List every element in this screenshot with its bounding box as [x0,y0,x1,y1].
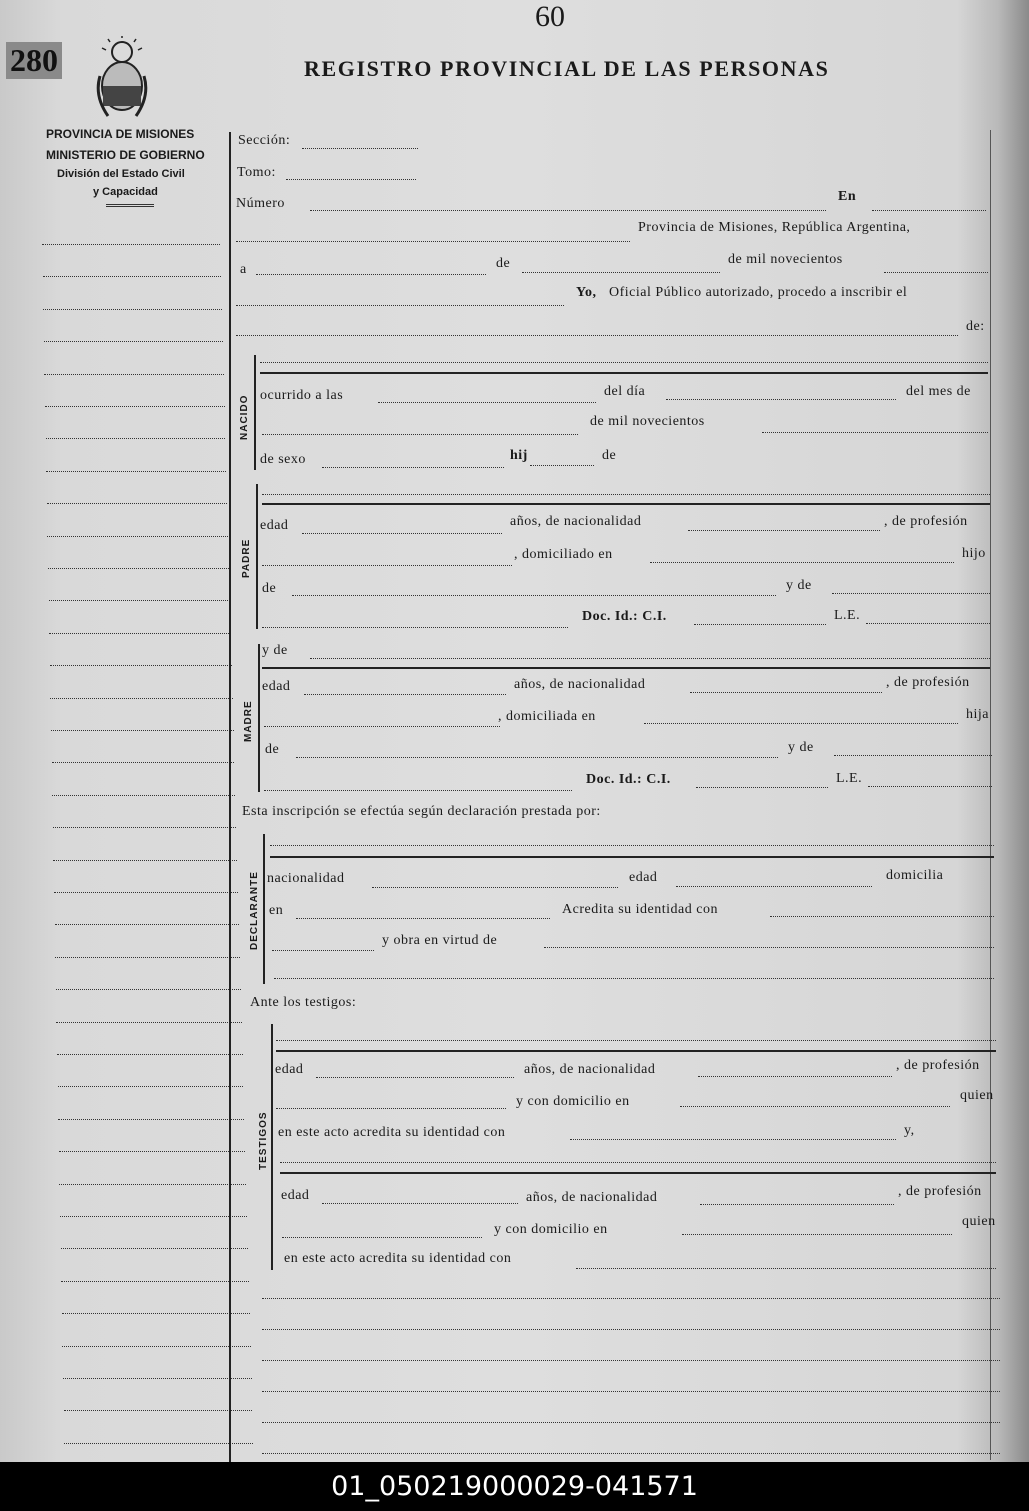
madre-ci-field[interactable] [696,787,828,788]
tag-declarante: DECLARANTE [249,871,260,950]
label-madre-de: de [265,742,280,757]
t2-domicilio-field[interactable] [682,1234,952,1235]
decl-identidad-field[interactable] [770,916,994,917]
observation-line[interactable] [262,1360,1000,1361]
margin-line[interactable] [64,1443,253,1444]
label-madre-yde: y de [788,740,814,755]
side-division: División del Estado Civil [57,168,185,180]
inscribir-field-2[interactable] [236,335,958,336]
inscripcion-text: Esta inscripción se efectúa según declaración prestada por: [242,804,601,819]
form-title: REGISTRO PROVINCIAL DE LAS PERSONAS [304,56,830,81]
decl-domicilio-field[interactable] [296,918,550,919]
t1-edad-field[interactable] [316,1077,514,1078]
label-madre-domiciliada: , domiciliada en [498,709,596,724]
madre-nombre-field[interactable] [310,658,990,659]
label-madre-hija: hija [966,707,989,722]
label-t2-acto: en este acto acredita su identidad con [284,1251,512,1266]
label-en: En [838,189,857,204]
margin-line[interactable] [59,1184,246,1185]
margin-line[interactable] [50,665,232,666]
numero-field[interactable] [310,210,826,211]
observation-line[interactable] [262,1422,1000,1423]
madre-le-field[interactable] [868,786,992,787]
en-field[interactable] [872,210,986,211]
margin-line[interactable] [61,1281,249,1282]
t2-edad-field[interactable] [322,1203,518,1204]
padre-le-field[interactable] [866,623,990,624]
label-nac-de: de [602,448,617,463]
margin-line[interactable] [44,341,223,342]
label-padre-profesion: , de profesión [884,514,968,529]
label-padre-yde: y de [786,578,812,593]
label-t2-anos: años, de nacionalidad [526,1190,658,1205]
label-sexo: de sexo [260,452,306,467]
margin-line[interactable] [61,1248,248,1249]
footer-id: 01_050219000029-041571 [0,1462,1029,1511]
margin-line[interactable] [63,1378,252,1379]
label-madre-anos: años, de nacionalidad [514,677,646,692]
margin-line[interactable] [51,730,234,731]
margin-line[interactable] [52,762,235,763]
side-province: PROVINCIA DE MISIONES [46,127,195,141]
madre-nacionalidad-field[interactable] [690,692,882,693]
margin-line[interactable] [52,795,235,796]
label-padre-hijo: hijo [962,546,986,561]
margin-line[interactable] [62,1313,250,1314]
label-madre-profesion: , de profesión [886,675,970,690]
label-de: de [496,256,511,271]
margin-line[interactable] [58,1086,244,1087]
testigo2-nombre-field[interactable] [280,1162,996,1163]
observation-line[interactable] [262,1298,1000,1299]
tag-padre: PADRE [241,538,252,578]
sexo-field[interactable] [322,467,504,468]
margin-line[interactable] [46,471,226,472]
label-decl-nacionalidad: nacionalidad [267,871,345,886]
label-t2-profesion: , de profesión [898,1184,982,1199]
anio-field[interactable] [884,272,988,273]
label-decl-en: en [269,903,284,918]
label-decl-obra: y obra en virtud de [382,933,498,948]
padre-profesion-field[interactable] [262,565,512,566]
decl-virtud-field[interactable] [544,947,994,948]
nac-anio-field[interactable] [762,432,988,433]
madre-abuelo-field[interactable] [296,757,778,758]
decl-nacionalidad-field[interactable] [372,887,618,888]
t2-nacionalidad-field[interactable] [700,1204,894,1205]
label-seccion: Sección: [238,133,291,148]
margin-line[interactable] [53,860,237,861]
margin-line[interactable] [58,1119,244,1120]
margin-line[interactable] [47,536,228,537]
label-madre-doc: Doc. Id.: C.I. [586,772,671,787]
t1-domicilio-field[interactable] [680,1106,950,1107]
padre-nacionalidad-field[interactable] [688,530,880,531]
padre-edad-field[interactable] [302,533,502,534]
side-capacidad: y Capacidad [93,186,158,198]
label-decl-domicilia: domicilia [886,868,944,883]
label-del-mes: del mes de [906,384,971,399]
padre-domicilio-field[interactable] [650,562,954,563]
label-madre-edad: edad [262,679,291,694]
label-padre-de: de [262,581,277,596]
label-madre-le: L.E. [836,771,863,786]
label-decl-edad: edad [629,870,658,885]
label-madre-yde-top: y de [262,643,288,658]
mes-field[interactable] [522,272,720,273]
margin-line[interactable] [62,1346,250,1347]
tag-testigos: TESTIGOS [258,1111,269,1170]
nac-mes-field[interactable] [262,434,578,435]
margin-line[interactable] [54,892,238,893]
t2-profesion-field[interactable] [282,1237,482,1238]
label-t2-quien: quien [962,1214,996,1229]
t1-nacionalidad-field[interactable] [698,1076,892,1077]
margin-line[interactable] [55,957,240,958]
lugar-field[interactable] [236,241,630,242]
padre-abuela-field[interactable] [832,593,990,594]
label-del-dia: del día [604,384,646,399]
margin-line[interactable] [44,374,223,375]
label-padre-le: L.E. [834,608,861,623]
observation-line[interactable] [262,1391,1000,1392]
tag-nacido: NACIDO [239,394,250,440]
madre-edad-field[interactable] [304,694,506,695]
nac-dia-field[interactable] [666,399,896,400]
t2-identidad-field[interactable] [576,1268,996,1269]
madre-abuela-field[interactable] [834,755,992,756]
margin-line[interactable] [56,1022,241,1023]
seccion-field[interactable] [302,148,418,149]
margin-line[interactable] [50,698,232,699]
dia-field[interactable] [256,274,486,275]
margin-line[interactable] [64,1410,253,1411]
label-provincia: Provincia de Misiones, República Argentina, [638,220,911,235]
label-de-colon: de: [966,319,985,334]
madre-domicilio-field[interactable] [644,723,958,724]
decl-edad-field[interactable] [676,886,872,887]
testigo1-nombre-field[interactable] [276,1040,996,1041]
madre-extra-field[interactable] [264,790,572,791]
tomo-field[interactable] [286,179,416,180]
label-a: a [240,262,247,277]
margin-line[interactable] [43,309,222,310]
label-t1-quien: quien [960,1088,994,1103]
coat-of-arms-icon [96,36,148,120]
madre-profesion-field[interactable] [264,726,500,727]
label-t1-y: y, [904,1123,915,1138]
margin-line[interactable] [48,568,229,569]
label-padre-domiciliado: , domiciliado en [514,547,613,562]
label-mil: de mil novecientos [728,252,843,267]
stamp-number: 280 [6,42,62,79]
margin-line[interactable] [53,827,236,828]
declarante-nombre-field[interactable] [270,845,994,846]
label-yo-rest: Oficial Público autorizado, procedo a inscribir el [609,285,908,300]
label-hij: hij [510,448,528,463]
padre-extra-field[interactable] [262,627,568,628]
label-t1-edad: edad [275,1062,304,1077]
label-numero: Número [236,196,285,211]
margin-line[interactable] [46,438,226,439]
margin-line[interactable] [47,503,227,504]
margin-line[interactable] [56,989,241,990]
decl-doc-field[interactable] [272,950,374,951]
padre-abuelo-field[interactable] [292,595,776,596]
ante-testigos: Ante los testigos: [250,995,357,1010]
label-padre-doc: Doc. Id.: C.I. [582,609,667,624]
label-t1-acto: en este acto acredita su identidad con [278,1125,506,1140]
margin-line[interactable] [49,600,230,601]
margin-line[interactable] [43,276,221,277]
label-decl-acredita: Acredita su identidad con [562,902,718,917]
side-ministry: MINISTERIO DE GOBIERNO [46,148,205,162]
label-t1-anos: años, de nacionalidad [524,1062,656,1077]
label-padre-edad: edad [260,518,289,533]
label-t2-edad: edad [281,1188,310,1203]
hora-field[interactable] [378,402,596,403]
margin-line[interactable] [45,406,225,407]
t1-identidad-field[interactable] [570,1139,896,1140]
label-nac-mil: de mil novecientos [590,414,705,429]
label-t2-domicilio: y con domicilio en [494,1222,608,1237]
label-t1-domicilio: y con domicilio en [516,1094,630,1109]
margin-line[interactable] [57,1054,243,1055]
margin-line[interactable] [42,244,220,245]
margin-line[interactable] [60,1216,247,1217]
observation-line[interactable] [262,1453,1000,1454]
observation-line[interactable] [262,1329,1000,1330]
padre-ci-field[interactable] [694,624,826,625]
label-ocurrido: ocurrido a las [260,388,344,403]
inscribir-field[interactable] [236,305,564,306]
t1-profesion-field[interactable] [276,1108,506,1109]
label-t1-profesion: , de profesión [896,1058,980,1073]
label-yo: Yo, [576,285,597,300]
margin-line[interactable] [59,1151,245,1152]
label-tomo: Tomo: [237,165,276,180]
hij-field[interactable] [530,465,594,466]
tag-madre: MADRE [243,700,254,742]
page-number: 60 [535,0,565,33]
label-padre-anos: años, de nacionalidad [510,514,642,529]
decl-extra-field[interactable] [274,978,994,979]
margin-line[interactable] [49,633,231,634]
margin-line[interactable] [55,924,239,925]
